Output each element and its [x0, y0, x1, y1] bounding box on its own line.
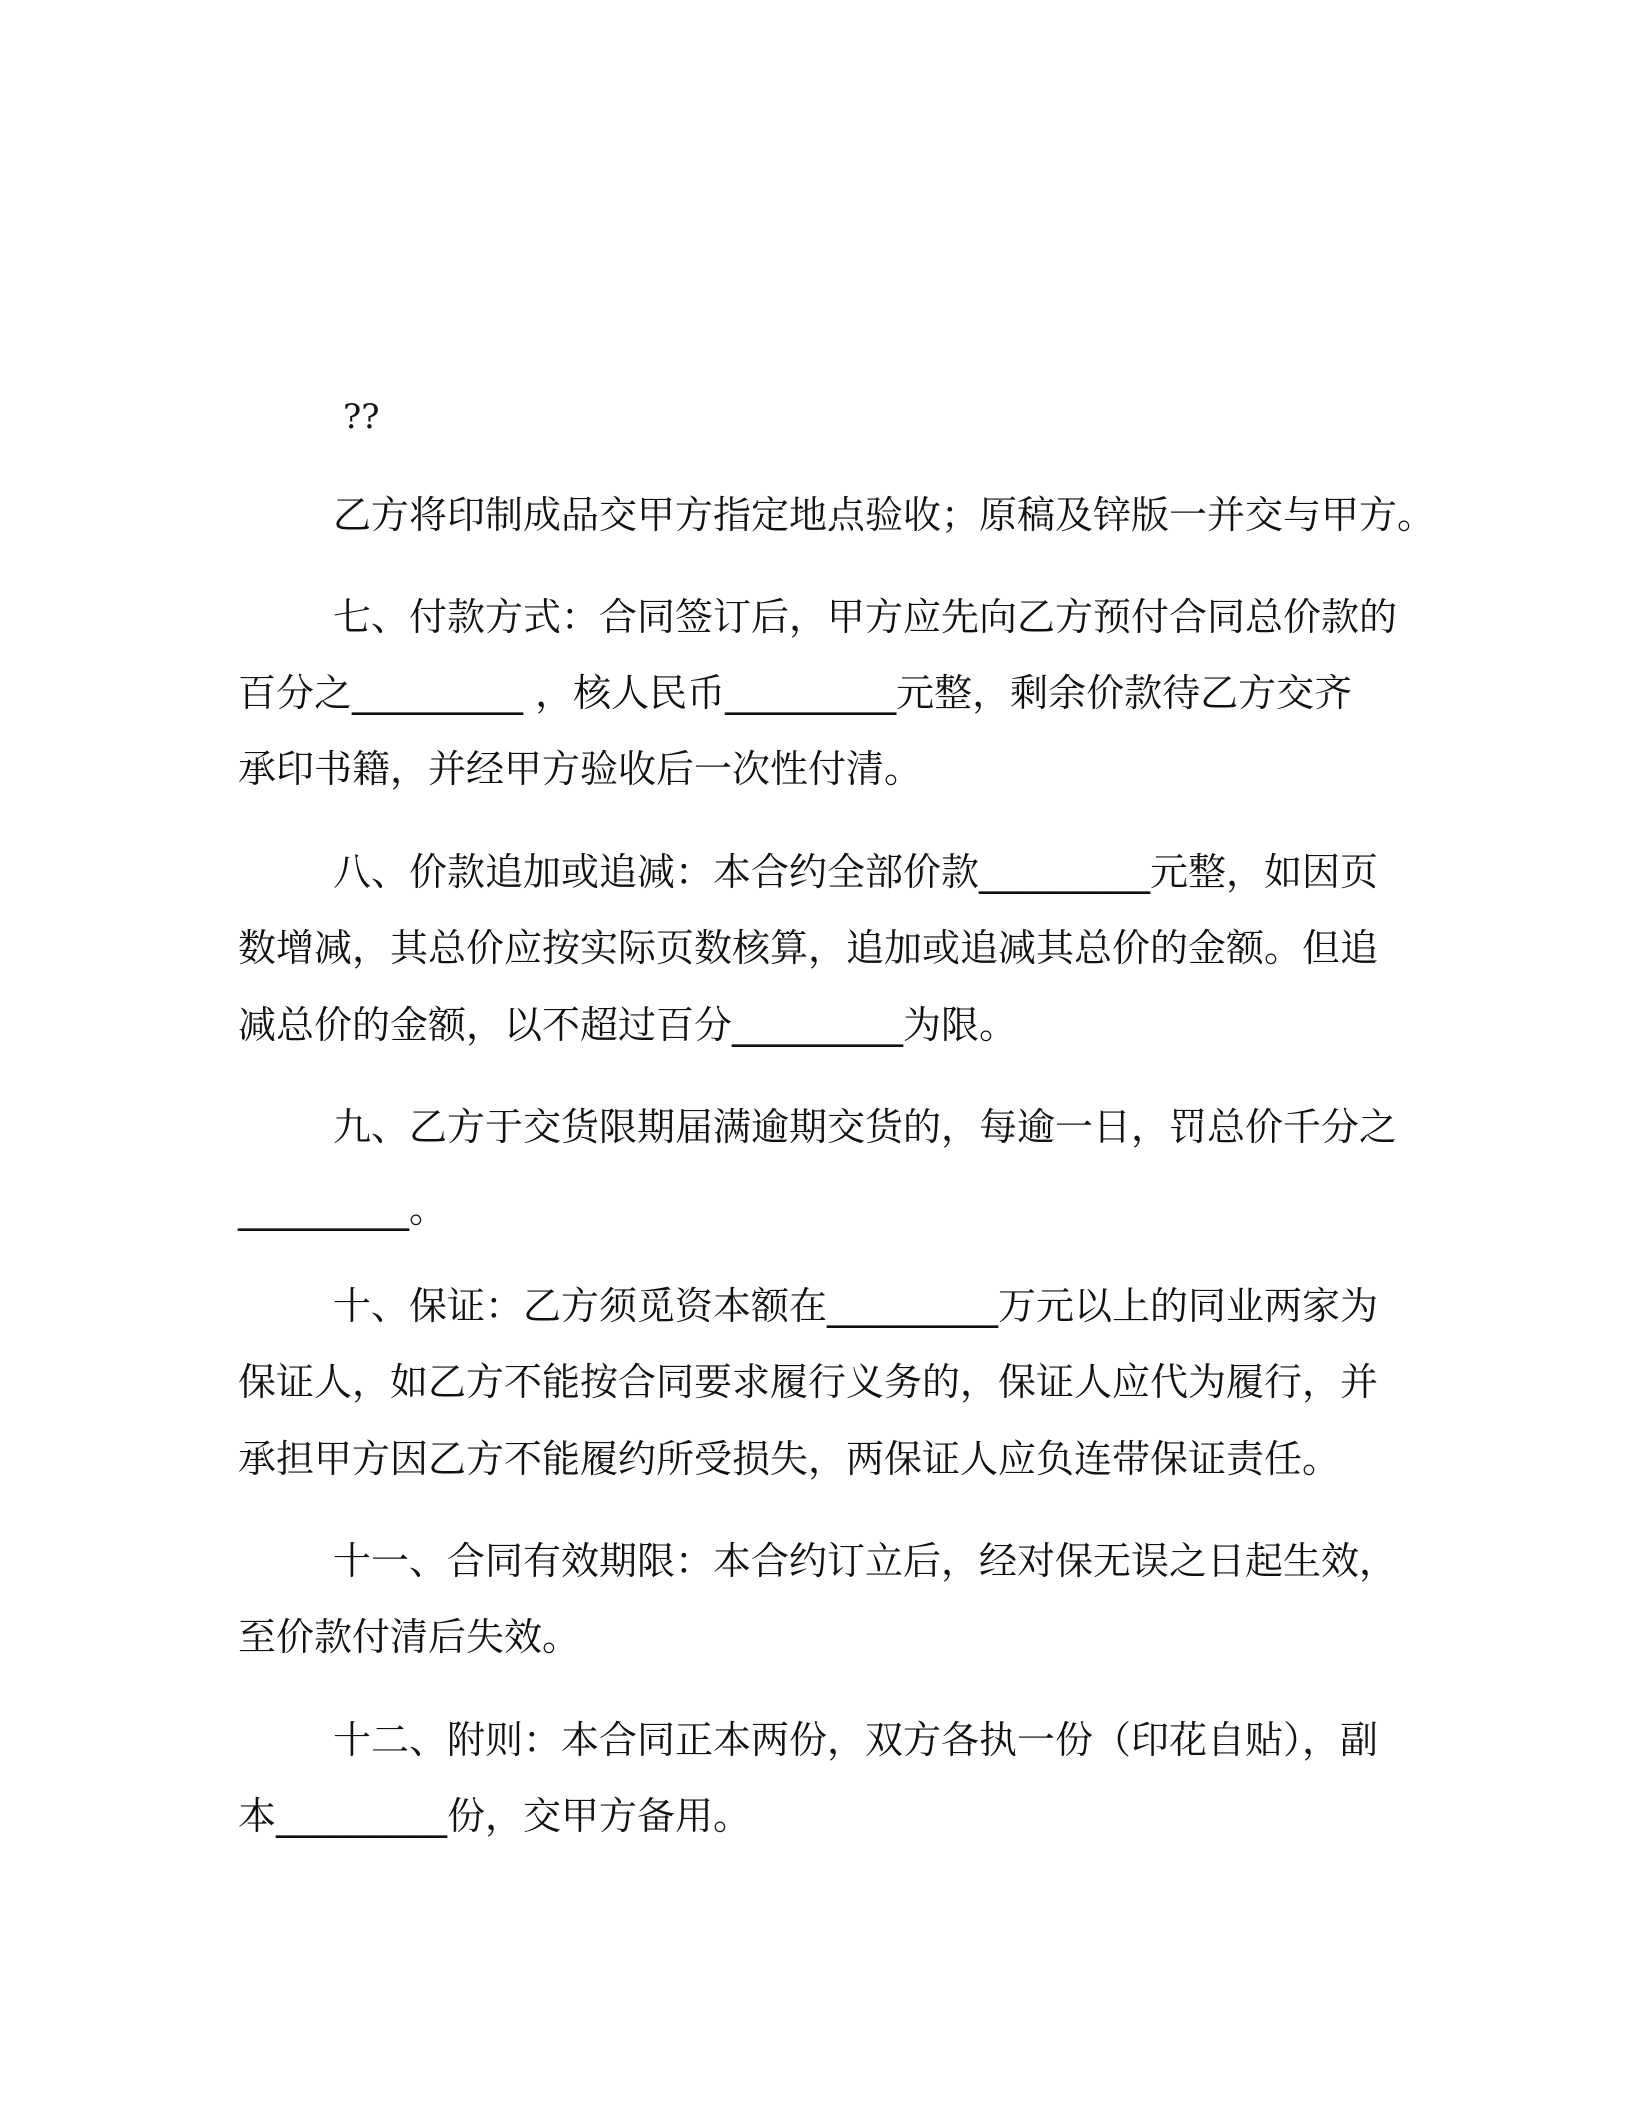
garbled-marks: ??	[343, 397, 380, 437]
paragraph-delivery-line-1: 乙方将印制成品交甲方指定地点验收；原稿及锌版一并交与甲方。	[333, 493, 1436, 537]
clause-9-line-2: _________。	[238, 1187, 448, 1231]
clause-8-line-2: 数增减，其总价应按实际页数核算，追加或追减其总价的金额。但追	[238, 926, 1379, 970]
clause-10-line-2: 保证人，如乙方不能按合同要求履行义务的，保证人应代为履行，并	[238, 1360, 1379, 1404]
clause-12-line-2: 本_________份，交甲方备用。	[238, 1794, 752, 1838]
clause-7-line-1: 七、付款方式：合同签订后，甲方应先向乙方预付合同总价款的	[333, 595, 1398, 639]
clause-12-line-1: 十二、附则：本合同正本两份，双方各执一份（印花自贴），副	[333, 1718, 1379, 1762]
clause-10-line-1: 十、保证：乙方须觅资本额在_________万元以上的同业两家为	[333, 1284, 1379, 1328]
clause-7-line-3: 承印书籍，并经甲方验收后一次性付清。	[238, 747, 923, 791]
clause-8-line-3: 减总价的金额，以不超过百分_________为限。	[238, 1003, 1018, 1047]
clause-9-line-1: 九、乙方于交货限期届满逾期交货的，每逾一日，罚总价千分之	[333, 1105, 1398, 1149]
clause-7-line-2: 百分之_________ ，核人民币_________元整，剩余价款待乙方交齐	[238, 671, 1353, 715]
clause-11-line-2: 至价款付清后失效。	[238, 1615, 581, 1659]
clause-8-line-1: 八、价款追加或追减：本合约全部价款_________元整，如因页	[333, 850, 1379, 894]
clause-11-line-1: 十一、合同有效期限：本合约订立后，经对保无误之日起生效，	[333, 1539, 1398, 1583]
clause-10-line-3: 承担甲方因乙方不能履约所受损失，两保证人应负连带保证责任。	[238, 1437, 1341, 1481]
